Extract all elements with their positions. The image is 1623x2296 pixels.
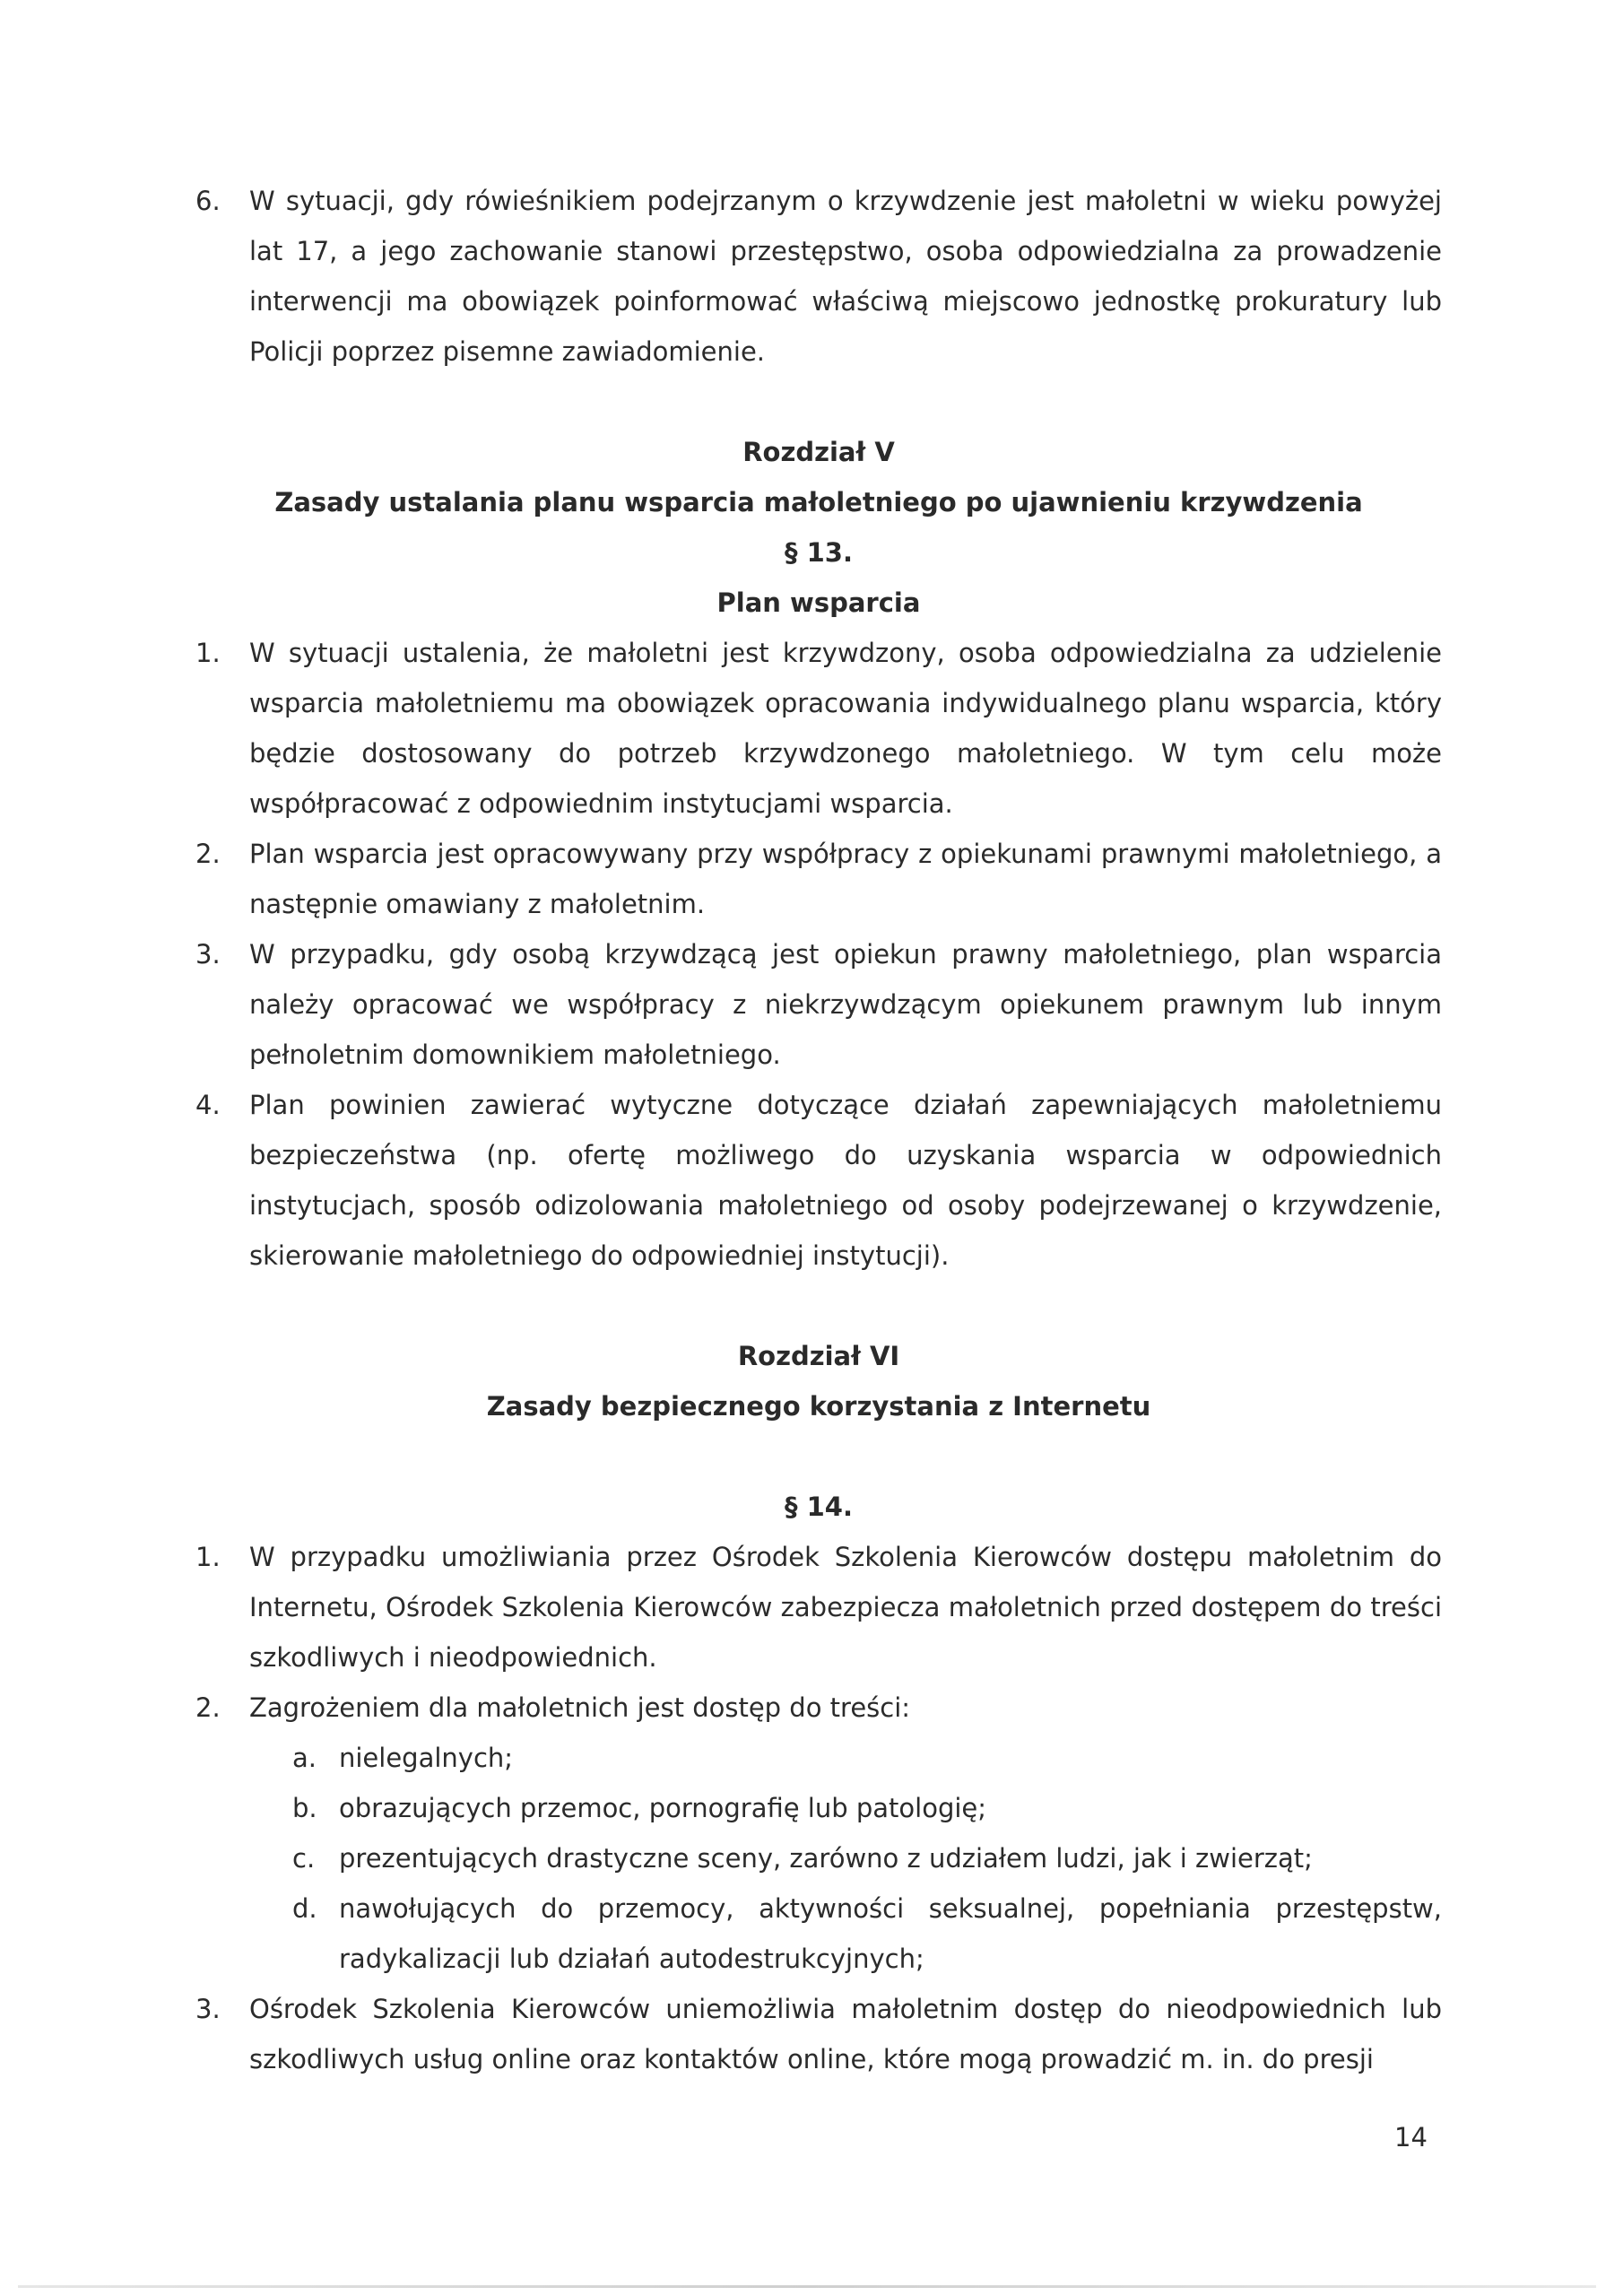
- sub-item-text: nielegalnych;: [339, 1743, 514, 1773]
- sub-list-item: [292, 1833, 1442, 1883]
- chapter-title: Rozdział VI: [737, 1341, 900, 1371]
- sub-item-letter: d.: [292, 1893, 317, 1924]
- item-text: Plan wsparcia jest opracowywany przy współpracy z opiekunami prawnymi małoletniego, a następnie omawiany z małoletnim.: [249, 839, 1442, 919]
- chapter-title: Rozdział V: [742, 437, 895, 467]
- chapter-subtitle: Zasady ustalania planu wsparcia małoletniego po ujawnieniu krzywdzenia: [274, 487, 1363, 517]
- item-number: 1.: [195, 638, 221, 668]
- item-number: 1.: [195, 1542, 221, 1572]
- list-item: [195, 1532, 1442, 1683]
- sub-item-letter: c.: [292, 1843, 316, 1874]
- list-item: [195, 929, 1442, 1080]
- sub-list-item: [292, 1783, 1442, 1833]
- list-item: [195, 829, 1442, 929]
- item-text: Ośrodek Szkolenia Kierowców uniemożliwia małoletnim dostęp do nieodpowiednich lub szkodliwych usług online oraz kontaktów online, które mogą prowadzić m. in. do presji: [249, 1994, 1442, 2074]
- section-title: Plan wsparcia: [716, 587, 921, 618]
- sub-list-item: [292, 1883, 1442, 1984]
- item-text: W sytuacji, gdy rówieśnikiem podejrzanym o krzywdzenie jest małoletni w wieku powyżej lat 17, a jego zachowanie stanowi przestępstwo, osoba odpowiedzialna za prowadzenie interwencji ma obowiązek poinformować właściwą miejscowo jednostkę prokuratury lub Policji poprzez pisemne zawiadomienie.: [249, 186, 1442, 367]
- item-text: W przypadku umożliwiania przez Ośrodek Szkolenia Kierowców dostępu małoletnim do Internetu, Ośrodek Szkolenia Kierowców zabezpiecza małoletnich przed dostępem do treści szkodliwych i nieodpowiednich.: [249, 1542, 1442, 1673]
- item-text: W przypadku, gdy osobą krzywdzącą jest opiekun prawny małoletniego, plan wsparcia należy opracować we współpracy z niekrzywdzącym opiekunem prawnym lub innym pełnoletnim domownikiem małoletniego.: [249, 939, 1442, 1070]
- item-number: 3.: [195, 1994, 221, 2024]
- item-text: Zagrożeniem dla małoletnich jest dostęp do treści:: [249, 1692, 911, 1723]
- sub-item-letter: b.: [292, 1793, 317, 1823]
- sub-item-text: nawołujących do przemocy, aktywności seksualnej, popełniania przestępstw, radykalizacji lub działań autodestrukcyjnych;: [339, 1893, 1442, 1974]
- list-item: [195, 1984, 1442, 2084]
- sub-item-text: prezentujących drastyczne sceny, zarówno z udziałem ludzi, jak i zwierząt;: [339, 1843, 1313, 1874]
- sub-item-letter: a.: [292, 1743, 317, 1773]
- list-item: [195, 628, 1442, 829]
- sub-list-item: [292, 1733, 1442, 1783]
- list-item: [195, 1683, 1442, 1733]
- page-content: [195, 176, 1442, 2084]
- list-item: [195, 1080, 1442, 1281]
- item-number: 6.: [195, 186, 221, 216]
- sub-item-text: obrazujących przemoc, pornografię lub patologię;: [339, 1793, 987, 1823]
- item-text: W sytuacji ustalenia, że małoletni jest krzywdzony, osoba odpowiedzialna za udzielenie wsparcia małoletniemu ma obowiązek opracowania indywidualnego planu wsparcia, który będzie dostosowany do potrzeb krzywdzonego małoletniego. W tym celu może współpracować z odpowiednim instytucjami wsparcia.: [249, 638, 1442, 819]
- section-number: § 14.: [785, 1492, 853, 1522]
- item-number: 2.: [195, 1692, 221, 1723]
- section-number: § 13.: [785, 537, 853, 568]
- item-number: 3.: [195, 939, 221, 970]
- scan-edge-divider: [18, 2285, 1596, 2288]
- item-number: 2.: [195, 839, 221, 869]
- list-item: [195, 176, 1442, 377]
- chapter-subtitle: Zasady bezpiecznego korzystania z Internetu: [486, 1391, 1151, 1422]
- item-number: 4.: [195, 1090, 221, 1120]
- page-number: 14: [1394, 2122, 1428, 2152]
- item-text: Plan powinien zawierać wytyczne dotyczące działań zapewniających małoletniemu bezpieczeństwa (np. ofertę możliwego do uzyskania wsparcia w odpowiednich instytucjach, sposób odizolowania małoletniego od osoby podejrzewanej o krzywdzenie, skierowanie małoletniego do odpowiedniej instytucji).: [249, 1090, 1442, 1271]
